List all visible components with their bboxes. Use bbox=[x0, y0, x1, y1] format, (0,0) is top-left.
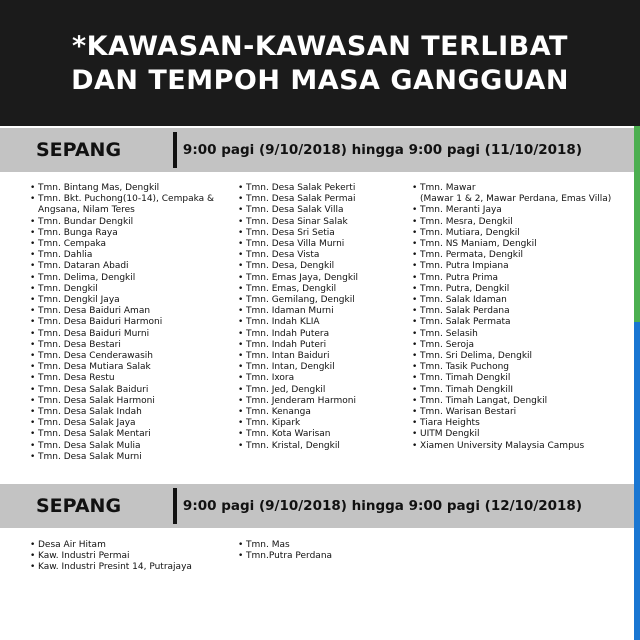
list-item: • Tmn. Emas, Dengkil bbox=[238, 284, 358, 295]
list-item: • Tmn. Indah Putera bbox=[238, 329, 358, 340]
list-item: • Xiamen University Malaysia Campus bbox=[412, 441, 611, 452]
list-item: • Tmn. Kota Warisan bbox=[238, 429, 358, 440]
list-item: • UITM Dengkil bbox=[412, 429, 611, 440]
list-item: • Tmn. Idaman Murni bbox=[238, 306, 358, 317]
list-item: • Tmn. Putra, Dengkil bbox=[412, 284, 611, 295]
list-item: • Tmn. Permata, Dengkil bbox=[412, 250, 611, 261]
list-item: • Tmn. Desa Salak Villa bbox=[238, 205, 358, 216]
list-item: • Tmn. Desa Sri Setia bbox=[238, 228, 358, 239]
list-item: • Tmn. Bunga Raya bbox=[30, 228, 214, 239]
list-item: • Tmn. Indah KLIA bbox=[238, 317, 358, 328]
list-item: • Tmn. Desa Villa Murni bbox=[238, 239, 358, 250]
list-item: • Tmn. Kristal, Dengkil bbox=[238, 441, 358, 452]
list-item: • Desa Air Hitam bbox=[30, 540, 192, 551]
list-item: • Tmn. Dengkil Jaya bbox=[30, 295, 214, 306]
list-item: • Kaw. Industri Permai bbox=[30, 551, 192, 562]
header-divider bbox=[173, 488, 177, 524]
list-item: • Tmn. Seroja bbox=[412, 340, 611, 351]
list-item: • Tmn. Bkt. Puchong(10-14), Cempaka & Angsana, Nilam Teres bbox=[30, 194, 214, 216]
list-item: • Tmn. Desa Bestari bbox=[30, 340, 214, 351]
list-item: • Tmn. Desa Baiduri Harmoni bbox=[30, 317, 214, 328]
list-item: • Tmn. Desa Baiduri Aman bbox=[30, 306, 214, 317]
list-item: • Tmn. Kipark bbox=[238, 418, 358, 429]
list-item: • Kaw. Industri Presint 14, Putrajaya bbox=[30, 562, 192, 573]
area-list-column-1 bbox=[30, 540, 192, 574]
area-list-column-2 bbox=[238, 183, 358, 452]
list-item: • Tmn. Ixora bbox=[238, 373, 358, 384]
list-item: • Tmn. Desa Salak Jaya bbox=[30, 418, 214, 429]
list-item: • Tmn. Desa Salak Harmoni bbox=[30, 396, 214, 407]
list-item: • Tmn. Salak Permata bbox=[412, 317, 611, 328]
list-item: • Tmn. Tasik Puchong bbox=[412, 362, 611, 373]
list-item: • Tmn. Desa Baiduri Murni bbox=[30, 329, 214, 340]
list-item: • Tmn. Desa Salak Indah bbox=[30, 407, 214, 418]
list-item: • Tmn. Intan, Dengkil bbox=[238, 362, 358, 373]
list-item: • Tmn. Indah Puteri bbox=[238, 340, 358, 351]
list-item: • Tmn. Desa Salak Pekerti bbox=[238, 183, 358, 194]
section-header-1 bbox=[0, 128, 634, 172]
area-list-column-1 bbox=[30, 183, 214, 463]
list-item: • Tmn. Desa Vista bbox=[238, 250, 358, 261]
list-item: • Tmn. Salak Idaman bbox=[412, 295, 611, 306]
list-item: • Tmn. Desa Sinar Salak bbox=[238, 217, 358, 228]
list-item: • Tmn. Selasih bbox=[412, 329, 611, 340]
list-item: • Tmn. Delima, Dengkil bbox=[30, 273, 214, 284]
page-title bbox=[0, 30, 640, 98]
section-header-2 bbox=[0, 484, 634, 528]
list-item: • Tmn. Salak Perdana bbox=[412, 306, 611, 317]
list-item: • Tmn. Mesra, Dengkil bbox=[412, 217, 611, 228]
list-item: • Tmn. Putra Prima bbox=[412, 273, 611, 284]
region-label: SEPANG bbox=[36, 139, 122, 161]
list-item: • Tmn. Mas bbox=[238, 540, 332, 551]
list-item: • Tmn. Emas Jaya, Dengkil bbox=[238, 273, 358, 284]
list-item: • Tmn. Bundar Dengkil bbox=[30, 217, 214, 228]
list-item: • Tmn. Mutiara, Dengkil bbox=[412, 228, 611, 239]
list-item: • Tmn. Intan Baiduri bbox=[238, 351, 358, 362]
side-stripe-green bbox=[634, 126, 640, 322]
list-item: • Tmn. Desa Salak Permai bbox=[238, 194, 358, 205]
title-line-2: DAN TEMPOH MASA GANGGUAN bbox=[71, 65, 569, 96]
region-label: SEPANG bbox=[36, 495, 122, 517]
list-item: • Tmn. NS Maniam, Dengkil bbox=[412, 239, 611, 250]
list-item: • Tmn. Jenderam Harmoni bbox=[238, 396, 358, 407]
list-item: • Tmn. Desa, Dengkil bbox=[238, 261, 358, 272]
period-label: 9:00 pagi (9/10/2018) hingga 9:00 pagi (11/10/2018) bbox=[182, 142, 582, 158]
list-item: • Tmn. Cempaka bbox=[30, 239, 214, 250]
side-stripe-blue bbox=[634, 322, 640, 640]
list-item: • Tmn. Mawar (Mawar 1 & 2, Mawar Perdana, Emas Villa) bbox=[412, 183, 611, 205]
list-item: • Tmn. Desa Salak Mulia bbox=[30, 441, 214, 452]
area-list-column-3 bbox=[412, 183, 611, 452]
title-line-1: *KAWASAN-KAWASAN TERLIBAT bbox=[72, 31, 568, 62]
list-item: • Tmn. Timah DengkilI bbox=[412, 385, 611, 396]
list-item: • Tmn. Desa Salak Mentari bbox=[30, 429, 214, 440]
list-item: • Tmn. Timah Dengkil bbox=[412, 373, 611, 384]
area-list-column-2 bbox=[238, 540, 332, 562]
list-item: • Tmn. Dengkil bbox=[30, 284, 214, 295]
list-item: • Tiara Heights bbox=[412, 418, 611, 429]
list-item: • Tmn. Gemilang, Dengkil bbox=[238, 295, 358, 306]
list-item: • Tmn. Meranti Jaya bbox=[412, 205, 611, 216]
list-item: • Tmn. Kenanga bbox=[238, 407, 358, 418]
period-label: 9:00 pagi (9/10/2018) hingga 9:00 pagi (12/10/2018) bbox=[182, 498, 582, 514]
list-item: • Tmn. Putra Impiana bbox=[412, 261, 611, 272]
header-divider bbox=[173, 132, 177, 168]
list-item: • Tmn. Desa Mutiara Salak bbox=[30, 362, 214, 373]
list-item: • Tmn. Desa Cenderawasih bbox=[30, 351, 214, 362]
list-item: • Tmn. Dataran Abadi bbox=[30, 261, 214, 272]
list-item: • Tmn. Desa Salak Baiduri bbox=[30, 385, 214, 396]
list-item: • Tmn. Timah Langat, Dengkil bbox=[412, 396, 611, 407]
list-item: • Tmn. Dahlia bbox=[30, 250, 214, 261]
list-item: • Tmn.Putra Perdana bbox=[238, 551, 332, 562]
list-item: • Tmn. Warisan Bestari bbox=[412, 407, 611, 418]
list-item: • Tmn. Sri Delima, Dengkil bbox=[412, 351, 611, 362]
list-item: • Tmn. Jed, Dengkil bbox=[238, 385, 358, 396]
list-item: • Tmn. Bintang Mas, Dengkil bbox=[30, 183, 214, 194]
header-banner bbox=[0, 0, 640, 126]
list-item: • Tmn. Desa Salak Murni bbox=[30, 452, 214, 463]
list-item: • Tmn. Desa Restu bbox=[30, 373, 214, 384]
